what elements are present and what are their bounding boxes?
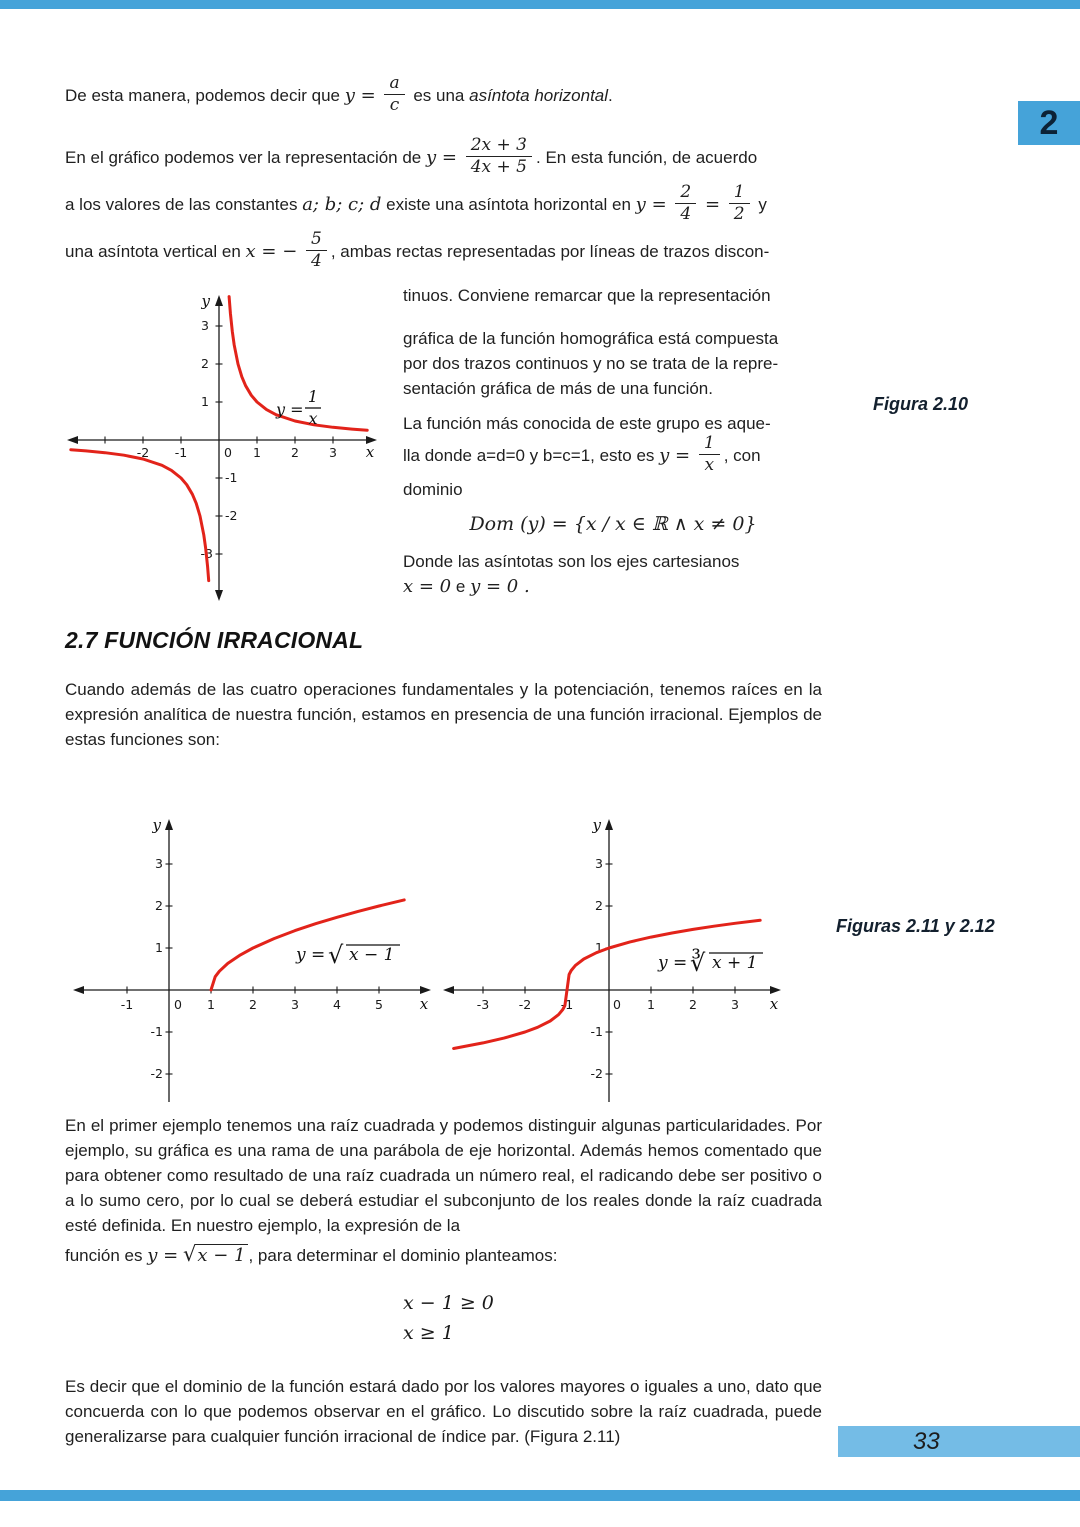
paragraph-intro-irracional: Cuando además de las cuatro operaciones fundamentales y la potenciación, tenemos raíces en la expresión analítica de nuestra función, estamos en presencia de una función irracional. Ejemplos de estas funciones son: [65,680,822,749]
paragraph-asintota-horizontal [65,73,825,117]
fraction-2-4 [675,183,696,224]
tick-label: 2 [291,445,299,460]
paragraph-line [65,229,827,273]
fraction-numerator: 5 [306,230,327,251]
fraction-denominator: 4 [311,251,322,272]
tick-label: -3 [476,997,490,1012]
x-axis-label: x [365,443,375,461]
text-run: función es [65,1246,143,1265]
curve-cbrt [454,920,761,1048]
tick-label: 3 [201,318,209,333]
tick-label: 2 [201,356,209,371]
x-axis-left-arrow [443,986,454,994]
tick-label: 2 [155,898,163,913]
text-run: , con [723,446,761,466]
fraction-denominator: 2 [733,204,745,225]
radical-sign: √ [182,1242,197,1266]
radical-sign: √ [328,941,344,969]
text-run: y [758,195,767,215]
paragraph-raiz-cuadrada: En el primer ejemplo tenemos una raíz cuadrada y podemos distinguir algunas particularidades. Por ejemplo, su gráfica es una rama de una parábola de eje horizontal. Además hemos comentado que para obtener como resultado de una raíz cuadrada un número real, el radicando debe ser positivo o a lo sumo cero, por lo cual se deberá estudiar el subconjunto de los reales donde la raíz cuadrada esté definida. En nuestro ejemplo, la expresión de la [65,1116,822,1235]
fraction-5-4 [306,230,327,271]
tick-label: -2 [225,508,238,523]
y-axis-top-arrow [165,819,173,830]
y-axis-top-arrow [605,819,613,830]
fraction-denominator: x [704,455,715,476]
y-axis-top-arrow [215,295,223,306]
tick-label: 0 [224,445,232,460]
curve-label-radicand: x + 1 [712,953,758,973]
math-lhs: x = − [245,241,298,263]
tick-label: 3 [155,856,163,871]
math-y-0: y = 0 . [470,576,530,598]
tick-label: -2 [150,1066,163,1081]
emphasis-text: asíntota horizontal [469,86,609,106]
curve-label-numerator: 1 [307,387,319,406]
paragraph-conclusion: Es decir que el dominio de la función estará dado por los valores mayores o iguales a uno, dato que concuerda con lo que podemos observar en el gráfico. Lo discutido sobre la raíz cuadrada, puede generalizarse para cualquier función irracional de índice par. (Figura 2.11) [65,1377,822,1446]
page-number-band [838,1426,1080,1457]
fraction-numerator: a [384,74,404,95]
fraction-a-c [384,74,404,115]
tick-label: 0 [613,997,621,1012]
figure-2-10-side-text [403,283,823,599]
x-axis-label: x [419,995,429,1013]
tick-label: -3 [200,546,213,561]
figure-2-11-graph [66,812,446,1112]
text-run: . [608,86,613,106]
figure-2-10-graph [62,288,392,618]
math-constants: a; b; c; d [302,194,382,216]
text-line: La función más conocida de este grupo es aque- [403,414,771,433]
math-x-0: x = 0 [403,576,452,598]
tick-label: 2 [595,898,603,913]
y-axis-label: y [592,816,601,834]
radicand: x − 1 [196,1244,248,1266]
tick-label: 3 [329,445,337,460]
derivation-line-2: x ≥ 1 [403,1322,454,1344]
derivation-line-1: x − 1 ≥ 0 [403,1292,494,1314]
radical-sign: ∛ [690,949,706,977]
figures-2-11-2-12-caption: Figuras 2.11 y 2.12 [836,916,995,936]
curve-label-lhs: y = [658,953,688,973]
text-run: , ambas rectas representadas por líneas de trazos discon- [330,242,770,262]
x-axis-left-arrow [73,986,84,994]
text-run: a los valores de las constantes [65,195,298,215]
tick-label: -1 [590,1024,603,1039]
tick-label: 3 [291,997,299,1012]
curve-hyperbola-left-branch [71,450,209,581]
curve-label-radicand: x − 1 [349,945,395,965]
tick-label: 1 [207,997,215,1012]
math-lhs: y = [344,85,376,107]
y-axis-label: y [152,816,161,834]
text-line: sentación gráfica de más de una función. [403,379,713,398]
text-run: e [455,577,466,597]
curve-equation-label [657,948,763,977]
paragraph-line [65,135,827,179]
curve-label-denominator: x [308,409,318,428]
page-number: 33 [913,1428,940,1455]
tick-label: 3 [731,997,739,1012]
fraction-denominator: 4 [680,204,692,225]
figure-2-10-caption: Figura 2.10 [873,394,969,414]
math-lhs: y = [659,445,691,467]
text-run: . En esta función, de acuerdo [536,148,758,168]
tick-label: 1 [253,445,261,460]
paragraph-grafico [65,135,827,279]
x-axis-right-arrow [770,986,781,994]
text-run: lla donde a=d=0 y b=c=1, esto es [403,446,655,466]
section-heading: 2.7 FUNCIÓN IRRACIONAL [65,627,364,653]
text-line: Donde las asíntotas son los ejes cartesianos [403,552,740,572]
top-accent-bar [0,0,1080,9]
tick-label: -2 [518,997,532,1012]
spacer [403,308,823,326]
fraction-denominator: 4x + 5 [470,157,527,178]
fraction-1-2 [729,183,750,224]
tick-label: 1 [595,940,603,955]
tick-label: 0 [174,997,182,1012]
curve-label-lhs: y = [296,945,326,965]
text-run: existe una asíntota horizontal en [386,195,631,215]
fraction-2x3-4x5 [466,136,532,177]
math-equals: = [704,194,721,216]
spacer [403,401,823,411]
fraction-numerator: 2x + 3 [466,136,532,157]
tick-label: 4 [333,997,341,1012]
text-line [403,433,823,477]
text-line: gráfica de la función homográfica está compuesta [403,329,779,348]
paragraph-dominio [65,1242,822,1268]
fraction-numerator: 2 [675,183,696,204]
text-run: En el gráfico podemos ver la representación de [65,148,422,168]
tick-label: -1 [225,470,238,485]
y-axis-label: y [201,292,210,310]
tick-marks [127,864,379,1074]
equation-dominio: Dom (y) = {x / x ∈ ℝ ∧ x ≠ 0} [469,513,757,536]
figure-2-12-graph [436,812,796,1112]
tick-label: -1 [560,997,574,1012]
tick-label: 5 [375,997,383,1012]
text-line: tinuos. Conviene remarcar que la representación [403,286,771,305]
math-lhs: y = [426,147,457,169]
fraction-denominator: c [389,95,400,116]
tick-label: -2 [136,445,150,460]
text-run: una asíntota vertical en [65,242,241,262]
chapter-number: 2 [1039,103,1059,142]
fraction-numerator: 1 [699,434,720,455]
text-run: , para determinar el dominio planteamos: [248,1246,558,1265]
tick-label: -1 [150,1024,163,1039]
x-axis-left-arrow [67,436,78,444]
text-line: por dos trazos continuos y no se trata de la repre- [403,354,779,373]
fraction-numerator: 1 [729,183,750,204]
tick-label: 3 [595,856,603,871]
text-line [403,574,823,599]
tick-label: 2 [689,997,697,1012]
tick-label: 1 [155,940,163,955]
math-lhs: y = [147,1245,179,1266]
tick-label: -2 [590,1066,603,1081]
x-axis-right-arrow [420,986,431,994]
y-axis-bottom-arrow [215,590,223,601]
bottom-accent-bar [0,1490,1080,1501]
curve-label-lhs: y = [276,400,304,419]
text-run: es una [413,86,465,106]
x-axis-label: x [769,995,779,1013]
text-line: dominio [403,480,463,500]
tick-label: 2 [249,997,257,1012]
tick-label: 1 [201,394,209,409]
tick-label: -1 [120,997,134,1012]
tick-labels [121,856,383,1081]
chapter-badge [1018,101,1080,145]
derivation-block [403,1288,494,1348]
fraction-1-x [699,434,720,475]
text-run: De esta manera, podemos decir que [65,86,340,106]
curve-equation-label [295,941,400,969]
math-lhs: y = [635,194,667,216]
tick-label: -1 [174,445,188,460]
tick-label: 1 [647,997,655,1012]
paragraph-line [65,182,827,226]
